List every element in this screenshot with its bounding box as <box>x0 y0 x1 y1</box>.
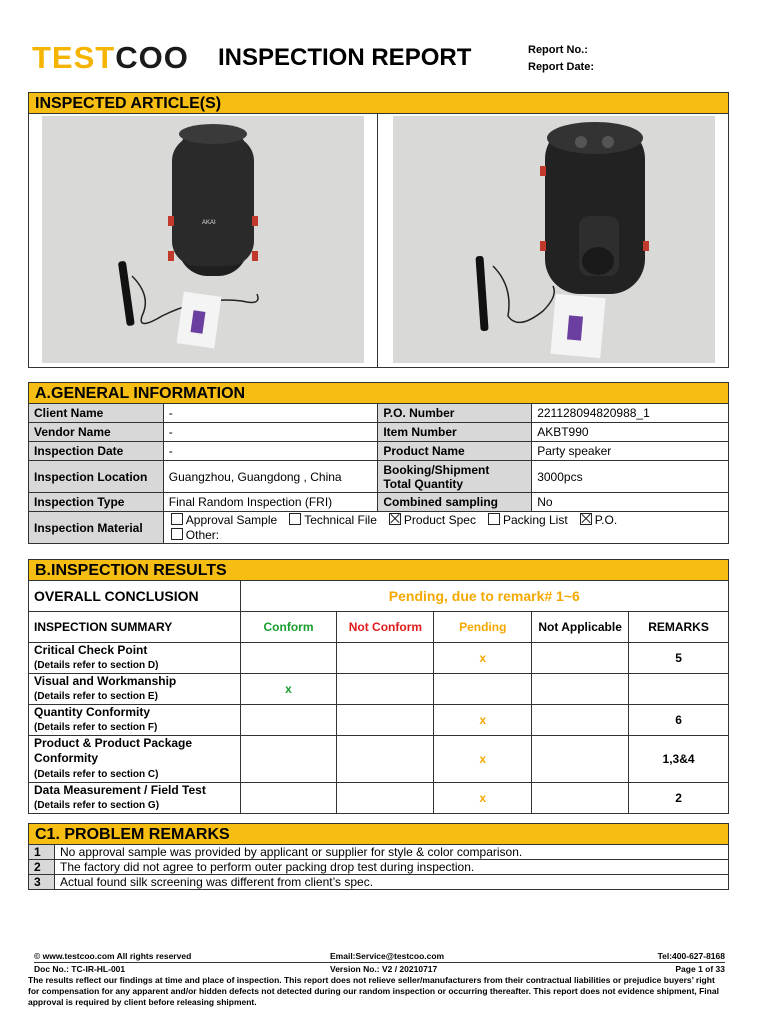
speaker-brand-label: AKAI <box>202 220 216 226</box>
inspection-location-value: Guangzhou, Guangdong , China <box>163 461 378 493</box>
general-info-heading: A.GENERAL INFORMATION <box>28 382 729 404</box>
inspection-material-options: Approval Sample Technical File Product Spec Packing List P.O. Other: <box>163 512 728 544</box>
inspection-summary-label: INSPECTION SUMMARY <box>29 612 241 643</box>
footer-tel: Tel:400-627-8168 <box>657 951 725 961</box>
po-number-value: 221128094820988_1 <box>532 404 729 423</box>
vendor-name-label: Vendor Name <box>29 423 164 442</box>
not-applicable-column-header: Not Applicable <box>532 612 629 643</box>
report-no-label: Report No.: <box>528 44 588 56</box>
testcoo-logo: TESTCOO <box>32 40 189 75</box>
table-row: Quantity Conformity (Details refer to section F) x 6 <box>29 705 729 736</box>
item-number-value: AKBT990 <box>532 423 729 442</box>
overall-conclusion-value: Pending, due to remark# 1~6 <box>240 581 728 612</box>
inspected-articles-heading: INSPECTED ARTICLE(S) <box>28 92 729 114</box>
combined-sampling-value: No <box>532 493 729 512</box>
table-row: Product & Product Package Conformity (Details refer to section C) x 1,3&4 <box>29 736 729 783</box>
footer-page: Page 1 of 33 <box>675 964 725 974</box>
list-item: 3 Actual found silk screening was different from client’s spec. <box>29 875 729 890</box>
inspection-results-table <box>28 580 729 814</box>
table-row: Data Measurement / Field Test (Details refer to section G) x 2 <box>29 783 729 814</box>
inspection-date-label: Inspection Date <box>29 442 164 461</box>
problem-remarks-table <box>28 844 729 890</box>
booking-quantity-value: 3000pcs <box>532 461 729 493</box>
footer-version: Version No.: V2 / 20210717 <box>330 964 438 974</box>
not-conform-column-header: Not Conform <box>337 612 434 643</box>
table-row: Critical Check Point (Details refer to section D) x 5 <box>29 643 729 674</box>
approval-sample-checkbox[interactable] <box>171 513 183 525</box>
vendor-name-value: - <box>163 423 378 442</box>
inspection-results-heading: B.INSPECTION RESULTS <box>28 559 729 581</box>
product-photo-front <box>42 116 364 363</box>
inspection-type-label: Inspection Type <box>29 493 164 512</box>
pending-column-header: Pending <box>434 612 532 643</box>
product-name-value: Party speaker <box>532 442 729 461</box>
inspection-material-label: Inspection Material <box>29 512 164 544</box>
other-checkbox[interactable] <box>171 528 183 540</box>
table-row: Visual and Workmanship (Details refer to section E) x <box>29 674 729 705</box>
overall-conclusion-label: OVERALL CONCLUSION <box>29 581 241 612</box>
list-item: 2 The factory did not agree to perform outer packing drop test during inspection. <box>29 860 729 875</box>
client-name-value: - <box>163 404 378 423</box>
inspection-date-value: - <box>163 442 378 461</box>
po-checkbox[interactable] <box>580 513 592 525</box>
technical-file-checkbox[interactable] <box>289 513 301 525</box>
client-name-label: Client Name <box>29 404 164 423</box>
item-number-label: Item Number <box>378 423 532 442</box>
problem-remarks-heading: C1. PROBLEM REMARKS <box>28 823 729 845</box>
footer-email: Email:Service@testcoo.com <box>330 951 445 961</box>
inspection-location-label: Inspection Location <box>29 461 164 493</box>
product-name-label: Product Name <box>378 442 532 461</box>
footer-disclaimer: The results reflect our findings at time and place of inspection. This report does not relieve seller/manufacturers from their contractual liabilities or prejudice buyers’ right for compensation for any apparent and/or hidden defects not detected during our random inspection or occurring thereafter. This report does not evidence shipment, Final approval is required by client before releasing shipment. <box>28 975 719 1007</box>
report-date-label: Report Date: <box>528 61 595 73</box>
product-photo-angle <box>393 116 715 363</box>
list-item: 1 No approval sample was provided by applicant or supplier for style & color comparison. <box>29 845 729 860</box>
general-info-table <box>28 403 729 544</box>
combined-sampling-label: Combined sampling <box>378 493 532 512</box>
product-spec-checkbox[interactable] <box>389 513 401 525</box>
remarks-column-header: REMARKS <box>629 612 729 643</box>
conform-column-header: Conform <box>240 612 337 643</box>
footer-doc-no: Doc No.: TC-IR-HL-001 <box>34 964 126 974</box>
booking-quantity-label: Booking/Shipment Total Quantity <box>378 461 532 493</box>
po-number-label: P.O. Number <box>378 404 532 423</box>
report-title: INSPECTION REPORT <box>218 44 472 71</box>
footer-copyright: © www.testcoo.com All rights reserved <box>34 951 192 961</box>
inspection-type-value: Final Random Inspection (FRI) <box>163 493 378 512</box>
packing-list-checkbox[interactable] <box>488 513 500 525</box>
